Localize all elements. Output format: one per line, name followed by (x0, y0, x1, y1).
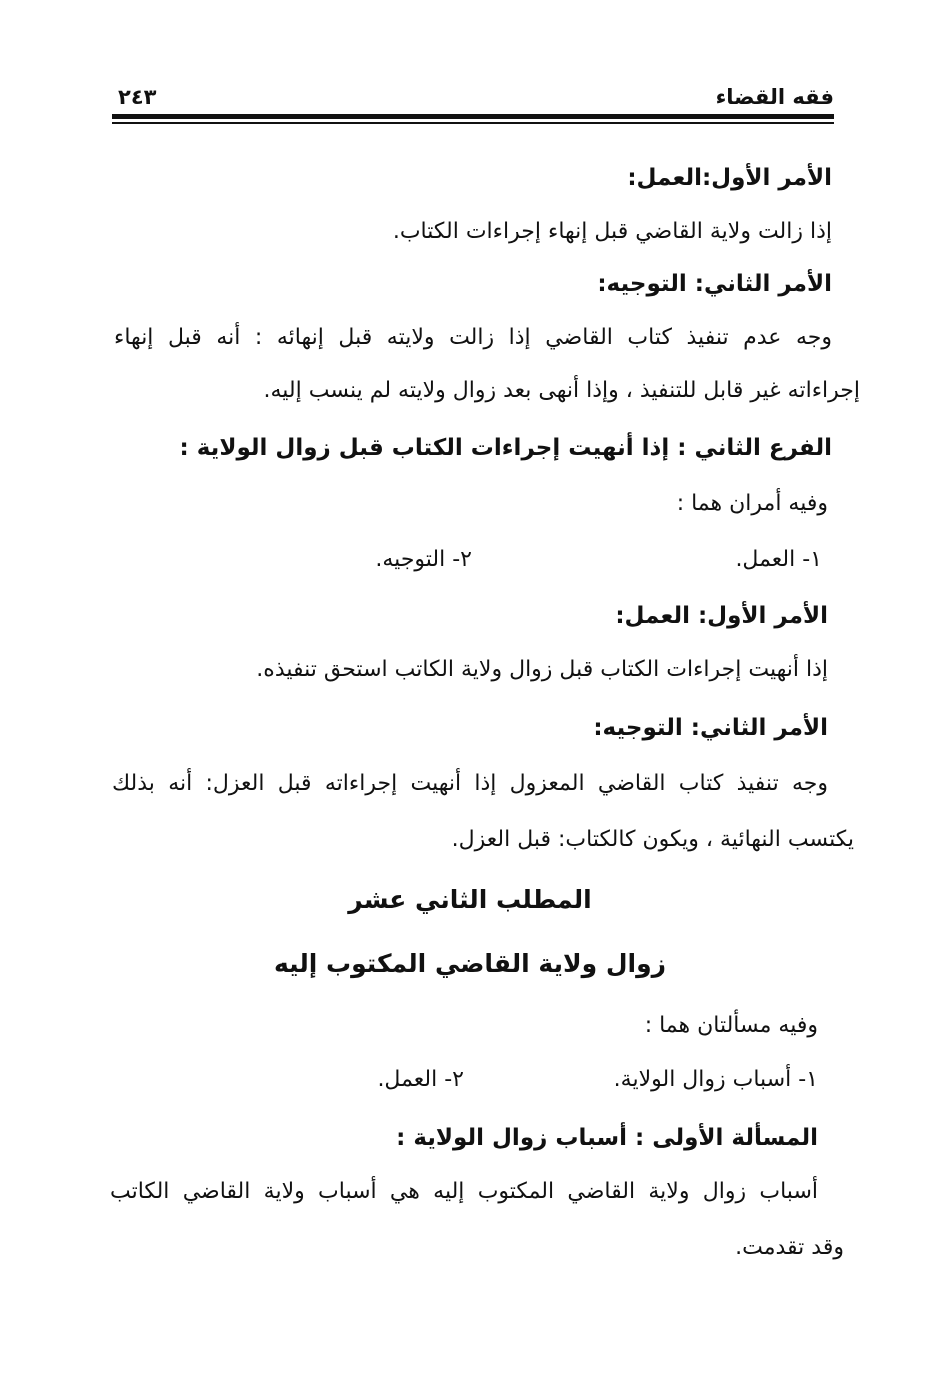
header-rule-thick (112, 114, 834, 119)
subheading-first-matter-practice: الأمر الأول: العمل: (615, 603, 828, 629)
body-line: إجراءاته غير قابل للتنفيذ ، وإذا أنهى بعد زوال ولايته لم ينسب إليه. (263, 378, 860, 403)
list-item-1: ١- العمل. (735, 547, 822, 572)
header-rule-thin (112, 122, 834, 124)
list-item-1: ١- أسباب زوال الولاية. (613, 1067, 818, 1092)
body-line: وجه عدم تنفيذ كتاب القاضي إذا زالت ولايته قبل إنهائه : أنه قبل إنهاء (114, 325, 832, 350)
subheading-first-matter-practice: الأمر الأول:العمل: (627, 165, 832, 191)
body-line: وقد تقدمت. (735, 1235, 844, 1260)
body-line: وفيه أمران هما : (676, 491, 828, 516)
body-line: وجه تنفيذ كتاب القاضي المعزول إذا أنهيت إجراءاته قبل العزل: أنه بذلك (112, 771, 828, 796)
body-line: إذا أنهيت إجراءات الكتاب قبل زوال ولاية الكاتب استحق تنفيذه. (256, 657, 828, 682)
body-line: وفيه مسألتان هما : (644, 1013, 818, 1038)
subheading-second-matter-rationale: الأمر الثاني: التوجيه: (593, 715, 828, 741)
body-line: يكتسب النهائية ، ويكون كالكتاب: قبل العزل. (451, 827, 854, 852)
running-header-title: فقه القضاء (715, 85, 834, 109)
chapter-title: المطلب الثاني عشر (348, 885, 592, 914)
page-number: ٢٤٣ (118, 85, 157, 109)
running-header (112, 82, 834, 112)
section-heading-first-question: المسألة الأولى : أسباب زوال الولاية : (396, 1125, 818, 1151)
list-item-2: ٢- العمل. (377, 1067, 464, 1092)
section-heading-branch-two: الفرع الثاني : إذا أنهيت إجراءات الكتاب قبل زوال الولاية : (179, 435, 832, 461)
list-item-2: ٢- التوجيه. (375, 547, 472, 572)
subheading-second-matter-rationale: الأمر الثاني: التوجيه: (597, 271, 832, 297)
chapter-subtitle: زوال ولاية القاضي المكتوب إليه (273, 949, 667, 978)
body-line: إذا زالت ولاية القاضي قبل إنهاء إجراءات الكتاب. (392, 219, 832, 244)
body-line: أسباب زوال ولاية القاضي المكتوب إليه هي أسباب ولاية القاضي الكاتب (110, 1179, 818, 1204)
